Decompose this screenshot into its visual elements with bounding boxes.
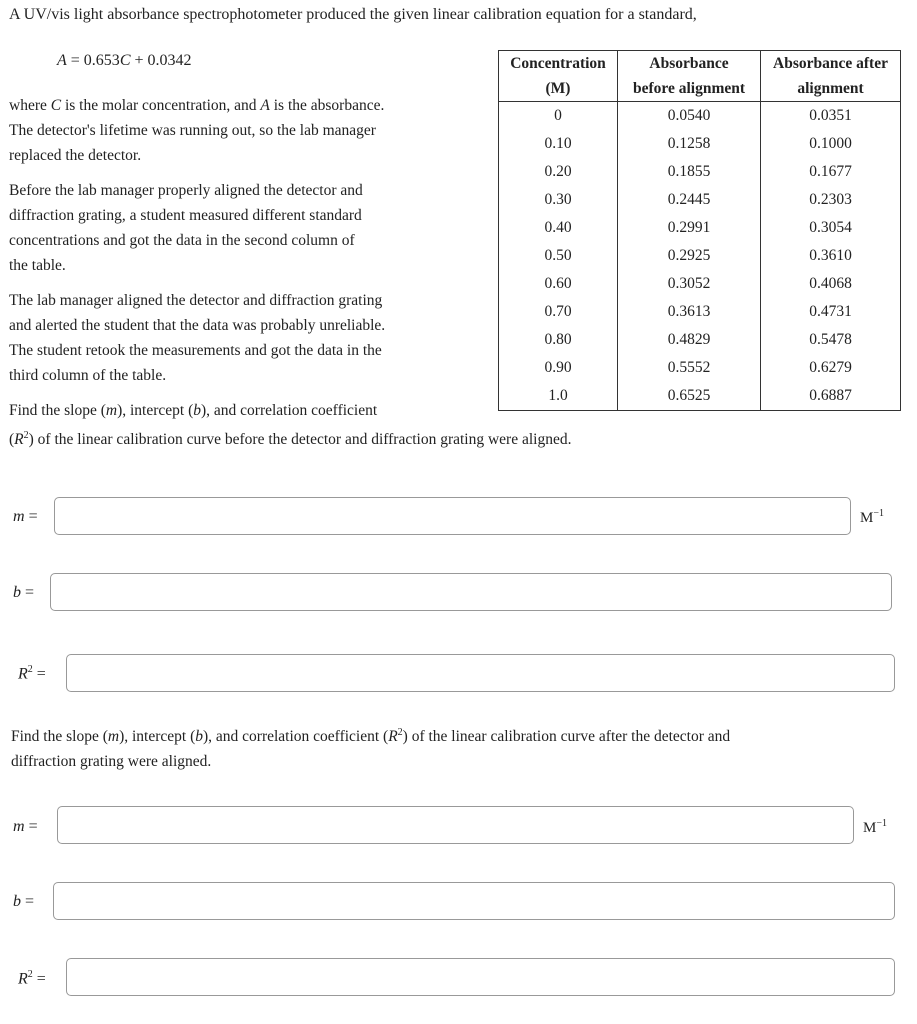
question-before: Find the slope (m), intercept (b), and correlation coefficient $(R^2)$ of the linear calibration curve before the detector and diffraction grating were aligned. [9, 402, 572, 449]
table-cell: 0.1000 [761, 130, 901, 158]
label-m-after: m = [13, 818, 38, 835]
table-cell: 0.1677 [761, 158, 901, 186]
table-cell: 0.5478 [761, 326, 901, 354]
paragraph-after-alignment: The lab manager aligned the detector and diffraction grating and alerted the student that the data was probably unreliable. The student retook the measurements and got the data in the third column of the table. [9, 292, 386, 384]
table-cell: 0.30 [499, 186, 618, 214]
table-row [499, 326, 901, 354]
table-cell: 0.3610 [761, 242, 901, 270]
label-r2-before: $R^2$ = [18, 664, 46, 683]
table-cell: 1.0 [499, 382, 618, 411]
slope-before-input[interactable] [54, 497, 851, 535]
table-cell: 0.5552 [618, 354, 761, 382]
table-row [499, 186, 901, 214]
r-squared-before-input[interactable] [66, 654, 895, 692]
table-cell: 0.2991 [618, 214, 761, 242]
table-cell: 0.2303 [761, 186, 901, 214]
table-cell: 0.70 [499, 298, 618, 326]
header-absorbance-after: Absorbance after alignment [761, 51, 901, 102]
intro-text: A UV/vis light absorbance spectrophotometer produced the given linear calibration equation for a standard, [9, 6, 697, 23]
table-row [499, 242, 901, 270]
r-squared-after-input[interactable] [66, 958, 895, 996]
table-row [499, 102, 901, 131]
table-cell: 0.6887 [761, 382, 901, 411]
table-cell: 0.1258 [618, 130, 761, 158]
table-row [499, 298, 901, 326]
table-row [499, 354, 901, 382]
paragraph-before-alignment: Before the lab manager properly aligned the detector and diffraction grating, a student measured different standard concentrations and got the data in the second column of the table. [9, 182, 363, 274]
table-cell: 0.3613 [618, 298, 761, 326]
table-cell: 0.90 [499, 354, 618, 382]
table-cell: 0.4731 [761, 298, 901, 326]
header-concentration: Concentration (M) [499, 51, 618, 102]
label-b-before: b = [13, 584, 35, 601]
label-m-before: m = [13, 508, 38, 525]
table-cell: 0.40 [499, 214, 618, 242]
table-cell: 0.6279 [761, 354, 901, 382]
table-cell: 0.60 [499, 270, 618, 298]
question-after: Find the slope (m), intercept (b), and correlation coefficient $(R^2)$ of the linear calibration curve after the detector and diffraction grating were aligned. [11, 727, 731, 771]
label-b-after: b = [13, 893, 35, 910]
unit-before: $M^{-1}$ [860, 508, 884, 526]
table-cell: 0.2445 [618, 186, 761, 214]
label-r2-after: $R^2$ = [18, 969, 46, 988]
paragraph-intro: where C is the molar concentration, and A is the absorbance. The detector's lifetime was running out, so the lab manager replaced the detector. [9, 97, 385, 164]
table-cell: 0.0351 [761, 102, 901, 131]
table-cell: 0.1855 [618, 158, 761, 186]
table-cell: 0.3054 [761, 214, 901, 242]
table-cell: 0.10 [499, 130, 618, 158]
table-cell: 0.80 [499, 326, 618, 354]
header-absorbance-before: Absorbance before alignment [618, 51, 761, 102]
calibration-equation: A = 0.653C + 0.0342 [57, 52, 192, 69]
table-row [499, 214, 901, 242]
table-cell: 0.0540 [618, 102, 761, 131]
table-row [499, 270, 901, 298]
intercept-before-input[interactable] [50, 573, 892, 611]
table-cell: 0 [499, 102, 618, 131]
table-cell: 0.6525 [618, 382, 761, 411]
table-cell: 0.4068 [761, 270, 901, 298]
table-row [499, 158, 901, 186]
table-cell: 0.2925 [618, 242, 761, 270]
table-cell: 0.3052 [618, 270, 761, 298]
table-cell: 0.50 [499, 242, 618, 270]
unit-after: $M^{-1}$ [863, 818, 887, 836]
table-cell: 0.20 [499, 158, 618, 186]
table-row [499, 130, 901, 158]
table-cell: 0.4829 [618, 326, 761, 354]
slope-after-input[interactable] [57, 806, 854, 844]
intercept-after-input[interactable] [53, 882, 895, 920]
data-table [498, 50, 901, 411]
